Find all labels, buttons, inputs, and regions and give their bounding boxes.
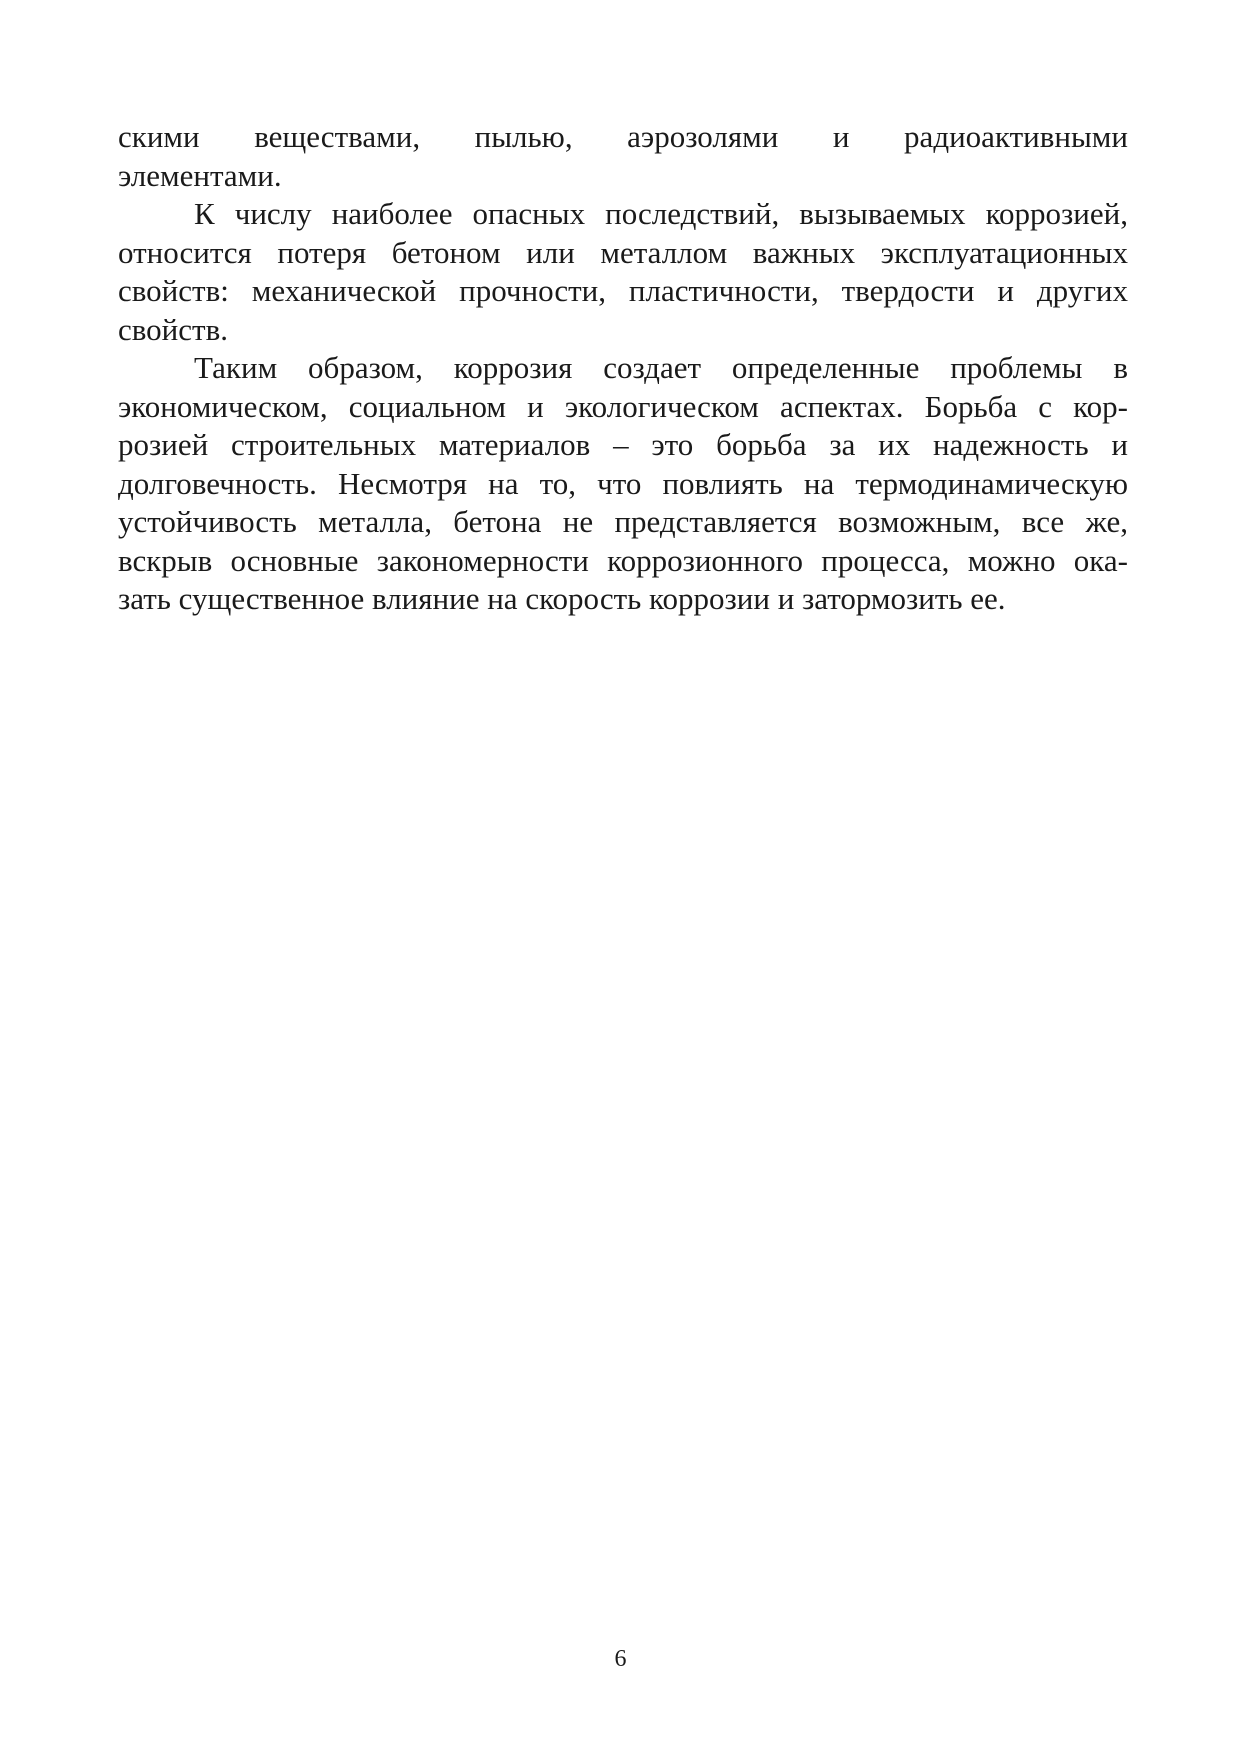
paragraph-3	[118, 349, 1128, 619]
paragraph-2	[118, 195, 1128, 349]
text-line: устойчивость металла, бетона не представляется возможным, все же,	[118, 504, 1128, 539]
text-line: относится потеря бетоном или металлом важных эксплуатационных	[118, 234, 1128, 270]
text-line: розией строительных материалов – это борьба за их надежность и	[118, 427, 1128, 462]
text-line: скими веществами, пылью, аэрозолями и радиоактивными	[118, 119, 1128, 154]
text-line: элементами.	[118, 157, 282, 193]
page-number: 6	[614, 1646, 627, 1672]
text-line: зать существенное влияние на скорость коррозии и затормозить ее.	[118, 581, 1006, 616]
text-line: экономическом, социальном и экологическом аспектах. Борьба с кор-	[118, 388, 1128, 424]
text-line: свойств.	[118, 311, 228, 347]
body-text	[118, 118, 1128, 619]
paragraph-1	[118, 118, 1128, 195]
text-line: К числу наиболее опасных последствий, вызываемых коррозией,	[194, 196, 1128, 231]
text-line: свойств: механической прочности, пластичности, твердости и других	[118, 273, 1128, 308]
text-line: Таким образом, коррозия создает определенные проблемы в	[194, 350, 1128, 385]
text-line: вскрыв основные закономерности коррозионного процесса, можно ока-	[118, 542, 1128, 578]
text-line: долговечность. Несмотря на то, что повлиять на термодинамическую	[118, 465, 1128, 501]
